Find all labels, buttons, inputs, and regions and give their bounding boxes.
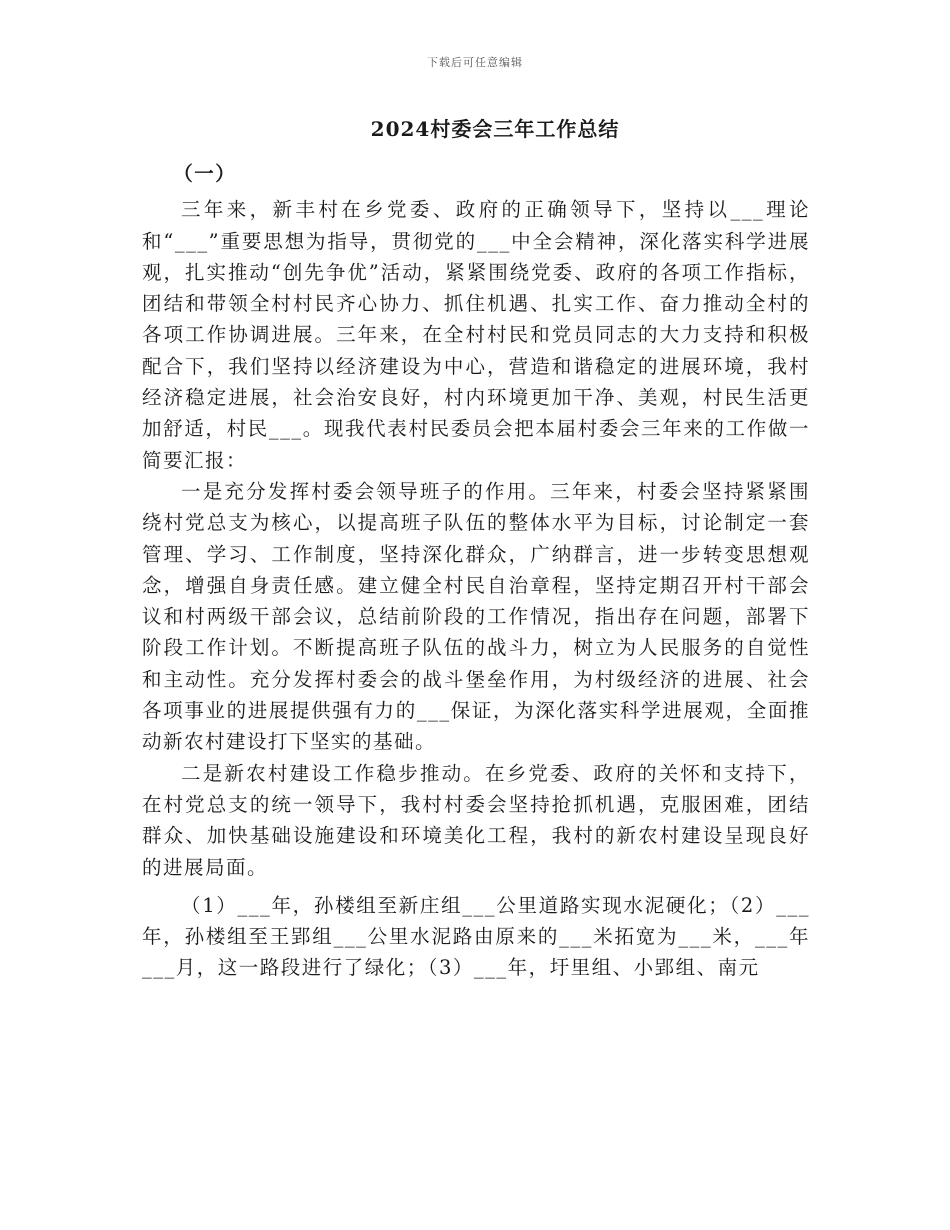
page-header-note: 下载后可任意编辑 [427, 56, 523, 69]
document-title: 2024村委会三年工作总结 [370, 117, 620, 141]
document-body [142, 158, 810, 984]
paragraph-items: （1）___年，孙楼组至新庄组___公里道路实现水泥硬化；（2）___年，孙楼组至王郢组___公里水泥路由原来的___米拓宽为___米，___年___月，这一路段进行了绿化；（3）___年，圩里组、小郢组、南元 [142, 893, 810, 980]
paragraph-two: 二是新农村建设工作稳步推动。在乡党委、政府的关怀和支持下，在村党总支的统一领导下，我村村委会坚持抢抓机遇，克服困难，团结群众、加快基础设施建设和环境美化工程，我村的新农村建设呈现良好的进展局面。 [142, 761, 810, 879]
paragraph-one: 一是充分发挥村委会领导班子的作用。三年来，村委会坚持紧紧围绕村党总支为核心，以提高班子队伍的整体水平为目标，讨论制定一套管理、学习、工作制度，坚持深化群众，广纳群言，进一步转变思想观念，增强自身责任感。建立健全村民自治章程，坚持定期召开村干部会议和村两级干部会议，总结前阶段的工作情况，指出存在问题，部署下阶段工作计划。不断提高班子队伍的战斗力，树立为人民服务的自觉性和主动性。充分发挥村委会的战斗堡垒作用，为村级经济的进展、社会各项事业的进展提供强有力的___保证，为深化落实科学进展观，全面推动新农村建设打下坚实的基础。 [142, 479, 810, 754]
paragraph-intro: 三年来，新丰村在乡党委、政府的正确领导下，坚持以___理论和“___”重要思想为指导，贯彻党的___中全会精神，深化落实科学进展观，扎实推动“创先争优”活动，紧紧围绕党委、政府的各项工作指标，团结和带领全村村民齐心协力、抓住机遇、扎实工作、奋力推动全村的各项工作协调进展。三年来，在全村村民和党员同志的大力支持和积极配合下，我们坚持以经济建设为中心，营造和谐稳定的进展环境，我村经济稳定进展，社会治安良好，村内环境更加干净、美观，村民生活更加舒适，村民___。现我代表村民委员会把本届村委会三年来的工作做一简要汇报： [142, 198, 810, 472]
section-label: （一） [173, 162, 237, 185]
